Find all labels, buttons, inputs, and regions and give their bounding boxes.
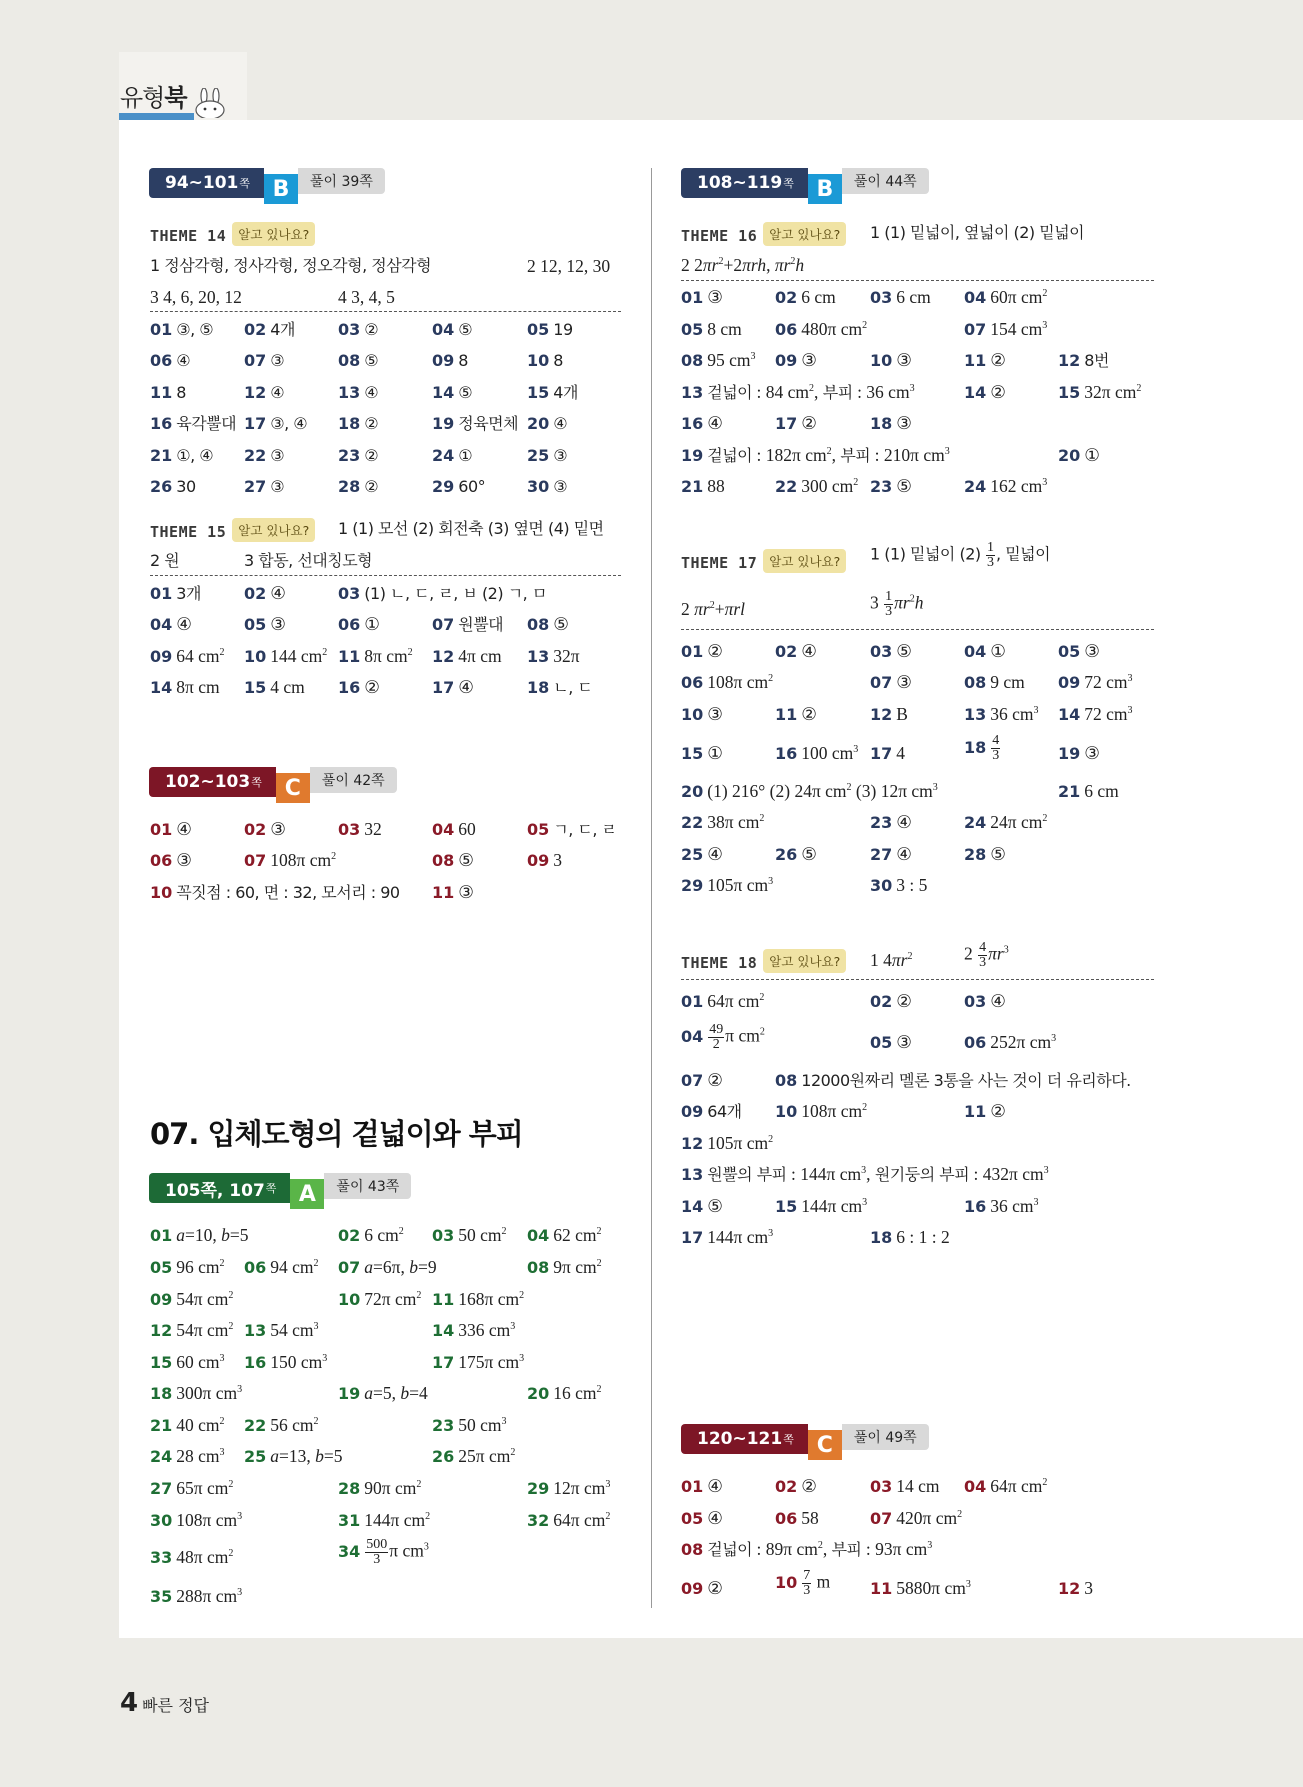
answer-item: 17 4 <box>870 743 906 763</box>
know-label: 알고 있나요? <box>763 222 846 246</box>
answer-item: 18 ㄴ, ㄷ <box>527 678 593 697</box>
answer-item: 11 5880π $cm^3$ <box>870 1578 971 1598</box>
answer-item: 08 9π $cm^2$ <box>527 1257 602 1277</box>
answer-item: 29 105π $cm^3$ <box>681 875 774 895</box>
level-b-badge: B <box>264 174 298 204</box>
answer-item: 01 ② <box>681 641 723 661</box>
answer-item: 28 90π $cm^2$ <box>338 1478 422 1498</box>
answer-item: 03 50 $cm^2$ <box>432 1225 507 1245</box>
answer-item: 08 ⑤ <box>432 850 474 870</box>
answer-item: 18 6 : 1 : 2 <box>870 1227 950 1247</box>
answer-item: 10 108π $cm^2$ <box>775 1101 868 1121</box>
know-label: 알고 있나요? <box>763 949 846 973</box>
theme-16-heading: THEME 16 알고 있나요? <box>681 222 854 246</box>
answer-item: 06 480π $cm^2$ <box>775 319 868 339</box>
answer-item: 05 8 cm <box>681 319 742 339</box>
know-label: 알고 있나요? <box>232 518 315 542</box>
answer-item: 02 6 cm <box>775 287 836 307</box>
answer-item: 10 ③ <box>870 350 912 370</box>
answer-item: 14 336 $cm^3$ <box>432 1320 516 1340</box>
answer-item: 12 4π cm <box>432 646 502 666</box>
t18-know-1: 1 $4\pi r^2$ <box>870 950 913 970</box>
answer-item: 23 ⑤ <box>870 476 912 496</box>
answer-item: 24 ① <box>432 446 473 465</box>
answer-item: 12 B <box>870 704 908 724</box>
answer-item: 05 19 <box>527 320 573 339</box>
answer-item: 10 $\frac{7}{3}$ m <box>775 1568 831 1598</box>
answer-item: 14 ⑤ <box>681 1196 723 1216</box>
know-label: 알고 있나요? <box>763 549 846 573</box>
answer-item: 02 ④ <box>775 641 817 661</box>
range-badge-108-119: 108~119 쪽 B 풀이 44쪽 <box>681 168 929 198</box>
answer-item: 04 ④ <box>150 614 192 634</box>
answer-item: 19 정육면체 <box>432 414 519 433</box>
answer-item: 11 8π $cm^2$ <box>338 646 413 666</box>
answer-item: 09 64 $cm^2$ <box>150 646 225 666</box>
answer-item: 12 54π $cm^2$ <box>150 1320 234 1340</box>
answer-item: 25 ③ <box>527 446 568 465</box>
answer-item: 12 8번 <box>1058 351 1109 370</box>
answer-item: 20 ④ <box>527 414 568 433</box>
answer-item: 16 육각뿔대 <box>150 414 237 433</box>
solution-page: 풀이 42쪽 <box>310 767 397 793</box>
t16-know-1: 1 (1) 밑넓이, 옆넓이 (2) 밑넓이 <box>870 223 1085 242</box>
answer-item: 21 88 <box>681 476 725 496</box>
answer-item: 12 105π $cm^2$ <box>681 1133 774 1153</box>
t14-know-3: 3 4, 6, 20, 12 <box>150 287 242 307</box>
answer-item: 08 12000원짜리 멜론 3통을 사는 것이 더 유리하다. <box>775 1071 1131 1090</box>
solution-page: 풀이 43쪽 <box>324 1173 411 1199</box>
answer-item: 08 95 $cm^3$ <box>681 350 756 370</box>
answer-item: 10 72π $cm^2$ <box>338 1289 422 1309</box>
answer-item: 07 154 $cm^3$ <box>964 319 1048 339</box>
answer-item: 01 3개 <box>150 584 201 603</box>
answer-item: 08 ⑤ <box>338 351 379 370</box>
dashed-rule <box>150 311 621 312</box>
answer-item: 13 원뿔의 부피 : 144π $cm^3$, 원기둥의 부피 : 432π $cm^3$ <box>681 1164 1049 1184</box>
answer-item: 10 144 $cm^2$ <box>244 646 328 666</box>
answer-item: 07 a=6π, b=9 <box>338 1257 437 1277</box>
answer-item: 27 ③ <box>244 477 285 496</box>
answer-item: 09 3 <box>527 850 563 870</box>
answer-item: 06 94 $cm^2$ <box>244 1257 319 1277</box>
footer-label: 빠른 정답 <box>142 1696 210 1715</box>
answer-item: 03 32 <box>338 819 382 839</box>
answer-item: 09 54π $cm^2$ <box>150 1289 234 1309</box>
answer-item: 24 28 $cm^3$ <box>150 1446 225 1466</box>
dashed-rule <box>681 979 1154 980</box>
answer-item: 17 144π $cm^3$ <box>681 1227 774 1247</box>
answer-item: 06 58 <box>775 1508 819 1528</box>
level-c-badge: C <box>276 773 310 803</box>
answer-item: 06 108π $cm^2$ <box>681 672 774 692</box>
answer-item: 14 ② <box>964 382 1006 402</box>
answer-item: 01 ④ <box>681 1476 723 1496</box>
answer-item: 26 ⑤ <box>775 844 817 864</box>
answer-item: 05 96 $cm^2$ <box>150 1257 225 1277</box>
answer-item: 12 ④ <box>244 383 285 402</box>
answer-item: 15 60 $cm^3$ <box>150 1352 225 1372</box>
answer-item: 03 ⑤ <box>870 641 912 661</box>
answer-item: 20 16 $cm^2$ <box>527 1383 602 1403</box>
answer-item: 04 60 <box>432 819 476 839</box>
answer-item: 07 420π $cm^2$ <box>870 1508 963 1528</box>
theme-14-heading: THEME 14 알고 있나요? <box>150 222 323 246</box>
answer-item: 07 원뿔대 <box>432 615 504 634</box>
range-badge-120-121: 120~121 쪽 C 풀이 49쪽 <box>681 1424 929 1454</box>
answer-item: 16 150 $cm^3$ <box>244 1352 328 1372</box>
answer-item: 18 ③ <box>870 413 912 433</box>
know-label: 알고 있나요? <box>232 222 315 246</box>
answer-item: 22 300 $cm^2$ <box>775 476 859 496</box>
answer-item: 07 ② <box>681 1070 723 1090</box>
theme-17-heading: THEME 17 알고 있나요? <box>681 549 854 573</box>
answer-item: 30 108π $cm^3$ <box>150 1510 243 1530</box>
answer-item: 03 ④ <box>964 991 1006 1011</box>
answer-item: 29 12π $cm^3$ <box>527 1478 611 1498</box>
t14-know-1: 1 정삼각형, 정사각형, 정오각형, 정삼각형 <box>150 256 432 275</box>
answer-item: 32 64π $cm^2$ <box>527 1510 611 1530</box>
answer-item: 21 ①, ④ <box>150 446 214 465</box>
dashed-rule <box>681 280 1154 281</box>
answer-item: 04 $\frac{49}{2}$ π $cm^2$ <box>681 1022 765 1052</box>
answer-item: 09 64개 <box>681 1102 742 1121</box>
level-a-badge: A <box>290 1179 324 1209</box>
answer-item: 17 ④ <box>432 677 474 697</box>
answer-item: 15 ① <box>681 743 723 763</box>
answer-item: 24 162 $cm^3$ <box>964 476 1048 496</box>
answer-item: 07 108π $cm^2$ <box>244 850 337 870</box>
answer-item: 14 8π cm <box>150 677 220 697</box>
answer-item: 11 168π $cm^2$ <box>432 1289 525 1309</box>
answer-item: 22 56 $cm^2$ <box>244 1415 319 1435</box>
answer-item: 03 14 cm <box>870 1476 940 1496</box>
answer-item: 09 8 <box>432 351 468 370</box>
t15-know-2: 2 원 <box>150 551 180 570</box>
answer-item: 01 ③, ⑤ <box>150 320 214 339</box>
answer-item: 09 ③ <box>775 350 817 370</box>
answer-item: 13 ④ <box>338 383 379 402</box>
answer-item: 19 겉넓이 : 182π $cm^2$, 부피 : 210π $cm^3$ <box>681 445 950 465</box>
answer-item: 11 ② <box>775 704 817 724</box>
answer-item: 04 ① <box>964 641 1006 661</box>
t15-know-3: 3 합동, 선대칭도형 <box>244 551 373 570</box>
answer-item: 04 62 $cm^2$ <box>527 1225 602 1245</box>
theme-15-heading: THEME 15 알고 있나요? <box>150 518 323 542</box>
answer-item: 33 48π $cm^2$ <box>150 1547 234 1567</box>
answer-item: 08 겉넓이 : 89π $cm^2$, 부피 : 93π $cm^3$ <box>681 1539 933 1559</box>
answer-item: 15 144π $cm^3$ <box>775 1196 868 1216</box>
answer-item: 01 ③ <box>681 287 723 307</box>
answer-item: 18 ② <box>338 414 379 433</box>
answer-item: 07 ③ <box>870 672 912 692</box>
t14-know-4: 4 3, 4, 5 <box>338 287 395 307</box>
answer-item: 19 ③ <box>1058 743 1100 763</box>
answer-item: 17 ② <box>775 413 817 433</box>
answer-item: 23 50 $cm^3$ <box>432 1415 507 1435</box>
answer-item: 05 ③ <box>1058 641 1100 661</box>
dashed-rule <box>150 575 621 576</box>
answer-item: 02 ② <box>775 1476 817 1496</box>
answer-item: 35 288π $cm^3$ <box>150 1586 243 1606</box>
answer-item: 18 $\frac{4}{3}$ <box>964 733 1000 763</box>
answer-item: 07 ③ <box>244 351 285 370</box>
answer-item: 22 ③ <box>244 446 285 465</box>
answer-item: 12 3 <box>1058 1578 1094 1598</box>
header-title: 유형북 <box>120 84 187 112</box>
answer-item: 27 65π $cm^2$ <box>150 1478 234 1498</box>
answer-item: 02 6 $cm^2$ <box>338 1225 404 1245</box>
t14-know-2: 2 12, 12, 30 <box>527 256 611 276</box>
answer-item: 02 ② <box>870 991 912 1011</box>
level-b-badge: B <box>808 174 842 204</box>
answer-item: 11 ② <box>964 1101 1006 1121</box>
answer-item: 01 ④ <box>150 819 192 839</box>
answer-item: 30 3 : 5 <box>870 875 928 895</box>
answer-item: 14 ⑤ <box>432 383 473 402</box>
answer-item: 17 175π $cm^3$ <box>432 1352 525 1372</box>
answer-item: 28 ② <box>338 477 379 496</box>
answer-item: 04 ⑤ <box>432 320 473 339</box>
answer-item: 15 4개 <box>527 383 578 402</box>
answer-item: 23 ④ <box>870 812 912 832</box>
answer-item: 04 60π $cm^2$ <box>964 287 1048 307</box>
range-badge-105-107: 105쪽, 107 쪽 A 풀이 43쪽 <box>149 1173 411 1203</box>
t17-know-2: 2 $\pi r^2+\pi rl$ <box>681 599 746 619</box>
answer-item: 02 ③ <box>244 819 286 839</box>
level-c-badge: C <box>808 1430 842 1460</box>
answer-item: 31 144π $cm^2$ <box>338 1510 431 1530</box>
answer-item: 26 25π $cm^2$ <box>432 1446 516 1466</box>
answer-item: 06 ③ <box>150 850 192 870</box>
answer-item: 02 4개 <box>244 320 295 339</box>
answer-item: 30 ③ <box>527 477 568 496</box>
range-badge-102-103: 102~103 쪽 C 풀이 42쪽 <box>149 767 397 797</box>
answer-item: 08 ⑤ <box>527 614 569 634</box>
answer-item: 29 60° <box>432 477 486 496</box>
answer-item: 13 겉넓이 : 84 $cm^2$, 부피 : 36 $cm^3$ <box>681 382 915 402</box>
answer-item: 21 40 $cm^2$ <box>150 1415 225 1435</box>
answer-item: 05 ㄱ, ㄷ, ㄹ <box>527 820 617 839</box>
answer-item: 16 ④ <box>681 413 723 433</box>
answer-item: 01 a=10, b=5 <box>150 1225 249 1245</box>
answer-item: 10 ③ <box>681 704 723 724</box>
answer-item: 27 ④ <box>870 844 912 864</box>
answer-item: 26 30 <box>150 477 196 496</box>
answer-item: 06 ① <box>338 614 380 634</box>
page-number: 4 <box>120 1688 139 1718</box>
solution-page: 풀이 39쪽 <box>298 168 385 194</box>
page-footer <box>120 1688 209 1718</box>
answer-item: 05 ④ <box>681 1508 723 1528</box>
answer-item: 14 72 $cm^3$ <box>1058 704 1133 724</box>
column-divider <box>651 168 652 1608</box>
t17-know-3: 3 $\frac{1}{3}$ $\pi r^2h$ <box>870 589 924 619</box>
answer-item: 02 ④ <box>244 583 286 603</box>
answer-item: 11 8 <box>150 383 186 402</box>
theme-18-heading: THEME 18 알고 있나요? <box>681 949 854 973</box>
answer-item: 09 72 $cm^3$ <box>1058 672 1133 692</box>
t15-know-1: 1 (1) 모선 (2) 회전축 (3) 옆면 (4) 밑면 <box>338 519 604 538</box>
t17-know-1: 1 (1) 밑넓이 (2) $\frac{1}{3}$ , 밑넓이 <box>870 540 1051 570</box>
answer-item: 16 36 $cm^3$ <box>964 1196 1039 1216</box>
answer-item: 18 300π $cm^3$ <box>150 1383 243 1403</box>
answer-item: 20 ① <box>1058 445 1100 465</box>
answer-item: 13 32π <box>527 646 580 666</box>
answer-item: 19 a=5, b=4 <box>338 1383 428 1403</box>
t18-know-2: 2 $\frac{4}{3}$ $\pi r^3$ <box>964 940 1009 970</box>
solution-page: 풀이 44쪽 <box>842 168 929 194</box>
answer-item: 11 ② <box>964 350 1006 370</box>
answer-item: 11 ③ <box>432 882 474 902</box>
answer-item: 05 ③ <box>244 614 286 634</box>
answer-item: 16 100 $cm^3$ <box>775 743 859 763</box>
answer-item: 09 ② <box>681 1578 723 1598</box>
answer-item: 05 ③ <box>870 1032 912 1052</box>
range-badge-94-101: 94~101 쪽 B 풀이 39쪽 <box>149 168 385 198</box>
answer-item: 03 ② <box>338 320 379 339</box>
answer-item: 06 ④ <box>150 351 191 370</box>
answer-item: 34 $\frac{500}{3}$ π $cm^3$ <box>338 1537 429 1567</box>
rabbit-mascot-icon <box>188 88 232 118</box>
answer-item: 25 ④ <box>681 844 723 864</box>
answer-item: 17 ③, ④ <box>244 414 308 433</box>
answer-item: 25 a=13, b=5 <box>244 1446 343 1466</box>
t16-know-2: 2 $2\pi r^2+2\pi rh$, $\pi r^2h$ <box>681 255 805 275</box>
answer-item: 03 (1) ㄴ, ㄷ, ㄹ, ㅂ (2) ㄱ, ㅁ <box>338 584 547 603</box>
answer-item: 01 64π $cm^2$ <box>681 991 765 1011</box>
answer-item: 08 9 cm <box>964 672 1025 692</box>
answer-item: 04 64π $cm^2$ <box>964 1476 1048 1496</box>
answer-item: 21 6 cm <box>1058 781 1119 801</box>
answer-item: 13 54 $cm^3$ <box>244 1320 319 1340</box>
answer-item: 20 (1) 216° (2) 24π $cm^2$ (3) 12π $cm^3$ <box>681 781 938 801</box>
answer-item: 10 꼭짓점 : 60, 면 : 32, 모서리 : 90 <box>150 883 400 902</box>
answer-item: 23 ② <box>338 446 379 465</box>
answer-item: 10 8 <box>527 351 563 370</box>
answer-item: 16 ② <box>338 677 380 697</box>
solution-page: 풀이 49쪽 <box>842 1424 929 1450</box>
answer-item: 15 4 cm <box>244 677 305 697</box>
chapter-title: 07. 입체도형의 겉넓이와 부피 <box>150 1117 523 1151</box>
answer-item: 13 36 $cm^3$ <box>964 704 1039 724</box>
answer-item: 24 24π $cm^2$ <box>964 812 1048 832</box>
answer-item: 15 32π $cm^2$ <box>1058 382 1142 402</box>
answer-item: 22 38π $cm^2$ <box>681 812 765 832</box>
answer-item: 28 ⑤ <box>964 844 1006 864</box>
dashed-rule <box>681 629 1154 630</box>
header-underline <box>119 113 194 120</box>
answer-item: 03 6 cm <box>870 287 931 307</box>
answer-item: 06 252π $cm^3$ <box>964 1032 1057 1052</box>
